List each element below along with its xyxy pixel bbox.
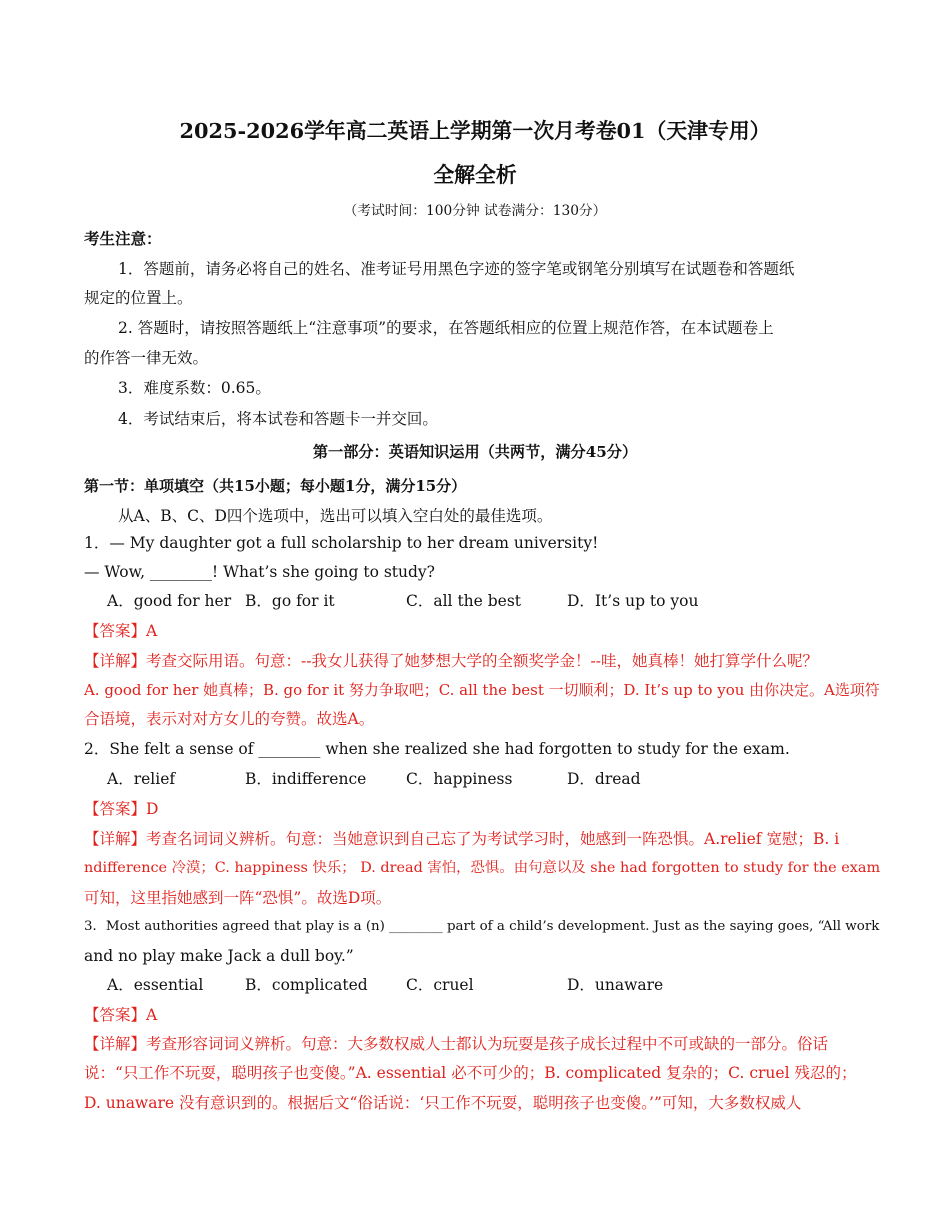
question-3-option-d: D．unaware [567,976,664,994]
question-1-explanation-line-2: A. good for her 她真棒；B. go for it 努力争取吧；C. all the best 一切顺利；D. It’s up to you 由你决定。A选项符 [84,681,880,699]
question-2-option-a: A．relief [107,770,176,788]
question-3-stem-line-2: and no play make Jack a dull boy.” [84,947,354,965]
question-3-option-b: B．complicated [245,976,368,994]
question-2-explanation-line-3: 可知，这里指她感到一阵“恐惧”。故选D项。 [84,889,392,907]
question-3-option-a: A．essential [107,976,204,994]
question-1-option-a: A．good for her [107,592,232,610]
question-2-option-c: C．happiness [406,770,513,788]
question-3-explanation-line-2: 说：“只工作不玩耍，聪明孩子也变傻。”A. essential 必不可少的；B. complicated 复杂的；C. cruel 残忍的； [84,1064,857,1082]
question-3-explanation-line-3: D. unaware 没有意识到的。根据后文“俗话说：‘只工作不玩耍，聪明孩子也变傻。’”可知，大多数权威人 [84,1094,802,1112]
notice-item-4: 4．考试结束后，将本试卷和答题卡一并交回。 [118,410,438,428]
question-1-option-b: B．go for it [245,592,335,610]
question-1-stem-line-1: 1．— My daughter got a full scholarship to her dream university! [84,534,599,552]
question-2-answer: 【答案】D [84,800,159,818]
question-2-option-b: B．indifference [245,770,367,788]
question-1-option-d: D．It’s up to you [567,592,699,610]
section-instruction: 从A、B、C、D四个选项中，选出可以填入空白处的最佳选项。 [118,507,553,525]
question-1-option-c: C．all the best [406,592,522,610]
notice-item-3: 3．难度系数：0.65。 [118,379,271,397]
exam-subtitle: 全解全析 [433,162,517,187]
exam-info: （考试时间：100分钟 试卷满分：130分） [343,203,607,219]
notice-item-1-line-2: 规定的位置上。 [84,289,193,307]
question-1-stem-line-2: — Wow, ________! What’s she going to study? [84,563,435,581]
notice-item-1-line-1: 1．答题前，请务必将自己的姓名、准考证号用黑色字迹的签字笔或钢笔分别填写在试题卷和答题纸 [118,260,795,278]
question-1-answer: 【答案】A [84,622,158,640]
notice-item-2-line-2: 的作答一律无效。 [84,349,209,367]
question-3-stem-line-1: 3．Most authorities agreed that play is a (n) ________ part of a child’s development. Just as the saying goes, “All work [84,919,880,934]
question-2-explanation-line-1: 【详解】考查名词词义辨析。句意：当她意识到自己忘了为考试学习时，她感到一阵恐惧。A.relief 宽慰；B. i [84,830,840,848]
part-one-heading: 第一部分：英语知识运用（共两节，满分45分） [312,443,638,461]
notice-heading: 考生注意： [84,229,162,248]
question-3-answer: 【答案】A [84,1006,158,1024]
question-3-option-c: C．cruel [406,976,474,994]
question-2-option-d: D．dread [567,770,641,788]
question-1-explanation-line-1: 【详解】考查交际用语。句意：--我女儿获得了她梦想大学的全额奖学金！--哇，她真棒！她打算学什么呢？ [84,652,818,670]
question-2-explanation-line-2: ndifference 冷漠；C. happiness 快乐； D. dread 害怕，恐惧。由句意以及 she had forgotten to study for the exam [84,860,881,876]
notice-item-2-line-1: 2. 答题时，请按照答题纸上“注意事项”的要求，在答题纸相应的位置上规范作答，在本试题卷上 [118,319,774,337]
exam-title: 2025-2026学年高二英语上学期第一次月考卷01（天津专用） [179,118,771,143]
question-1-explanation-line-3: 合语境，表示对对方女儿的夸赞。故选A。 [84,710,375,728]
section-heading: 第一节：单项填空（共15小题；每小题1分，满分15分） [84,477,467,495]
question-3-explanation-line-1: 【详解】考查形容词词义辨析。句意：大多数权威人士都认为玩耍是孩子成长过程中不可或缺的一部分。俗话 [84,1035,829,1053]
question-2-stem-line-1: 2．She felt a sense of ________ when she realized she had forgotten to study for the exam. [84,740,790,758]
